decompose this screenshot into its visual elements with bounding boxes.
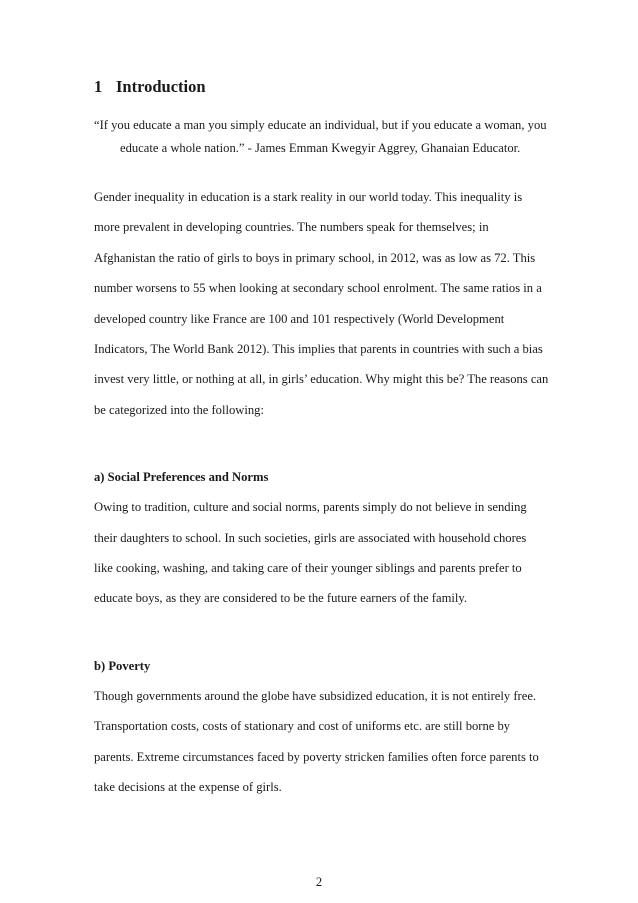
paragraph-line: number worsens to 55 when looking at secondary school enrolment. The same ratios in a — [94, 281, 542, 296]
subsection-a-paragraph — [94, 492, 550, 614]
paragraph-line: like cooking, washing, and taking care of their younger siblings and parents prefer to — [94, 561, 522, 576]
section-heading — [94, 74, 550, 100]
section-number: 1 — [94, 77, 103, 96]
paragraph-line: invest very little, or nothing at all, in girls’ education. Why might this be? The reasons can — [94, 372, 549, 387]
paragraph-line: Though governments around the globe have subsidized education, it is not entirely free. — [94, 688, 537, 703]
page-number: 2 — [315, 875, 323, 889]
spacer — [94, 425, 550, 462]
paragraph-line: developed country like France are 100 and 101 respectively (World Development — [94, 311, 505, 326]
paragraph-line: more prevalent in developing countries. The numbers speak for themselves; in — [94, 220, 489, 235]
paragraph-line: their daughters to school. In such societies, girls are associated with household chores — [94, 530, 527, 545]
subsection-a-heading: a) Social Preferences and Norms — [94, 470, 269, 485]
paragraph-line: Afghanistan the ratio of girls to boys in primary school, in 2012, was as low as 72. This — [94, 250, 536, 265]
paragraph-line: Owing to tradition, culture and social norms, parents simply do not believe in sending — [94, 500, 527, 515]
section-title: Introduction — [116, 77, 206, 96]
spacer — [94, 614, 550, 651]
quote-line-2: educate a whole nation.” - James Emman Kwegyir Aggrey, Ghanaian Educator. — [120, 141, 521, 155]
subsection-b-heading: b) Poverty — [94, 658, 151, 673]
paragraph-line: Transportation costs, costs of stationary and cost of uniforms etc. are still borne by — [94, 719, 511, 734]
paragraph-line: parents. Extreme circumstances faced by poverty stricken families often force parents to — [94, 749, 539, 764]
paragraph-line: Gender inequality in education is a stark reality in our world today. This inequality is — [94, 190, 523, 204]
intro-paragraph — [94, 182, 550, 425]
page-content — [94, 74, 550, 803]
quote-line-1: “If you educate a man you simply educate an individual, but if you educate a woman, you — [94, 118, 547, 132]
paragraph-line: educate boys, as they are considered to be the future earners of the family. — [94, 591, 467, 606]
subsection-b-paragraph — [94, 681, 550, 803]
paragraph-line: Indicators, The World Bank 2012). This implies that parents in countries with such a bias — [94, 342, 543, 357]
paragraph-line: be categorized into the following: — [94, 402, 264, 417]
paragraph-line: take decisions at the expense of girls. — [94, 780, 282, 795]
epigraph-quote — [94, 114, 550, 160]
